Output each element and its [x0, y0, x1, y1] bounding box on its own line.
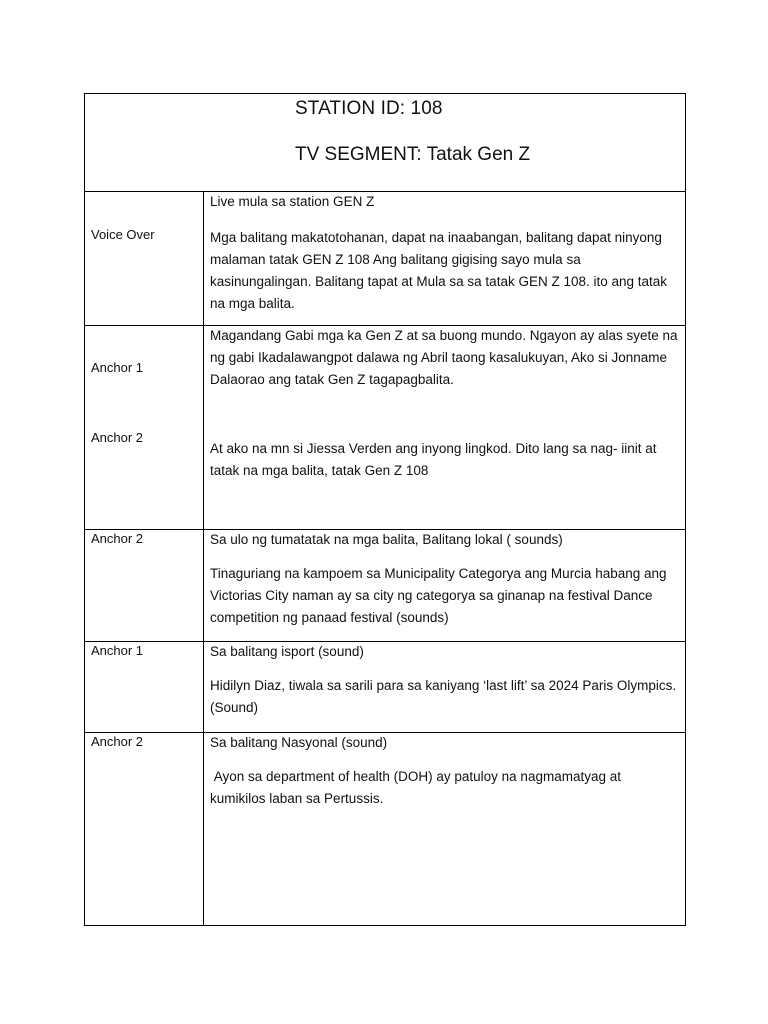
script-line: Live mula sa station GEN Z [210, 194, 375, 209]
speaker-cell [85, 326, 204, 530]
station-id: STATION ID: 108 [295, 98, 443, 119]
script-paragraph: Magandang Gabi mga ka Gen Z at sa buong mundo. Ngayon ay alas syete na ng gabi Ikadalawangpot dalawa ng Abril taong kasalukuyan, Ako si Jonname Dalaorao ang tatak Gen Z tagapagbalita. [210, 328, 678, 387]
script-line: Sa ulo ng tumatatak na mga balita, Balitang lokal ( sounds) [210, 532, 563, 547]
speaker-label: Anchor 1 [91, 643, 144, 658]
script-line: Sa balitang isport (sound) [210, 644, 364, 659]
script-cell [204, 642, 686, 733]
script-row-voice-over [85, 192, 686, 326]
script-paragraph: Tinaguriang na kampoem sa Municipality Categorya ang Murcia habang ang Victorias City naman ay sa city ng categorya sa ginanap na festival Dance competition ng panaad festival (sounds) [210, 566, 667, 625]
broadcast-script-table [84, 93, 686, 926]
speaker-label: Anchor 2 [91, 734, 144, 749]
tv-segment-title: TV SEGMENT: Tatak Gen Z [295, 144, 531, 165]
script-row-anchors-intro [85, 326, 686, 530]
script-row-balitang-isport [85, 642, 686, 733]
script-paragraph: Ayon sa department of health (DOH) ay patuloy na nagmamatyag at kumikilos laban sa Pertussis. [210, 769, 625, 806]
speaker-label: Anchor 2 [91, 531, 144, 546]
script-row-balitang-nasyonal [85, 733, 686, 926]
script-cell [204, 530, 686, 642]
speaker-label: Voice Over [91, 227, 155, 242]
script-row-balitang-lokal [85, 530, 686, 642]
speaker-cell [85, 642, 204, 733]
header-cell [85, 94, 686, 192]
header-row [85, 94, 686, 192]
script-paragraph: At ako na mn si Jiessa Verden ang inyong lingkod. Dito lang sa nag- iinit at tatak na mga balita, tatak Gen Z 108 [210, 441, 657, 478]
speaker-cell [85, 192, 204, 326]
speaker-label: Anchor 2 [91, 430, 144, 445]
script-line: Sa balitang Nasyonal (sound) [210, 735, 388, 750]
script-paragraph: Mga balitang makatotohanan, dapat na inaabangan, balitang dapat ninyong malaman tatak GEN Z 108 Ang balitang gigising sayo mula sa kasinungalingan. Balitang tapat at Mula sa sa tatak GEN Z 108. ito ang tatak na mga balita. [210, 230, 668, 311]
script-paragraph: Hidilyn Diaz, tiwala sa sarili para sa kaniyang ‘last lift’ sa 2024 Paris Olympics. (Sound) [210, 678, 677, 715]
speaker-cell [85, 530, 204, 642]
script-cell [204, 733, 686, 926]
speaker-label: Anchor 1 [91, 360, 144, 375]
speaker-cell [85, 733, 204, 926]
script-cell [204, 192, 686, 326]
script-cell [204, 326, 686, 530]
